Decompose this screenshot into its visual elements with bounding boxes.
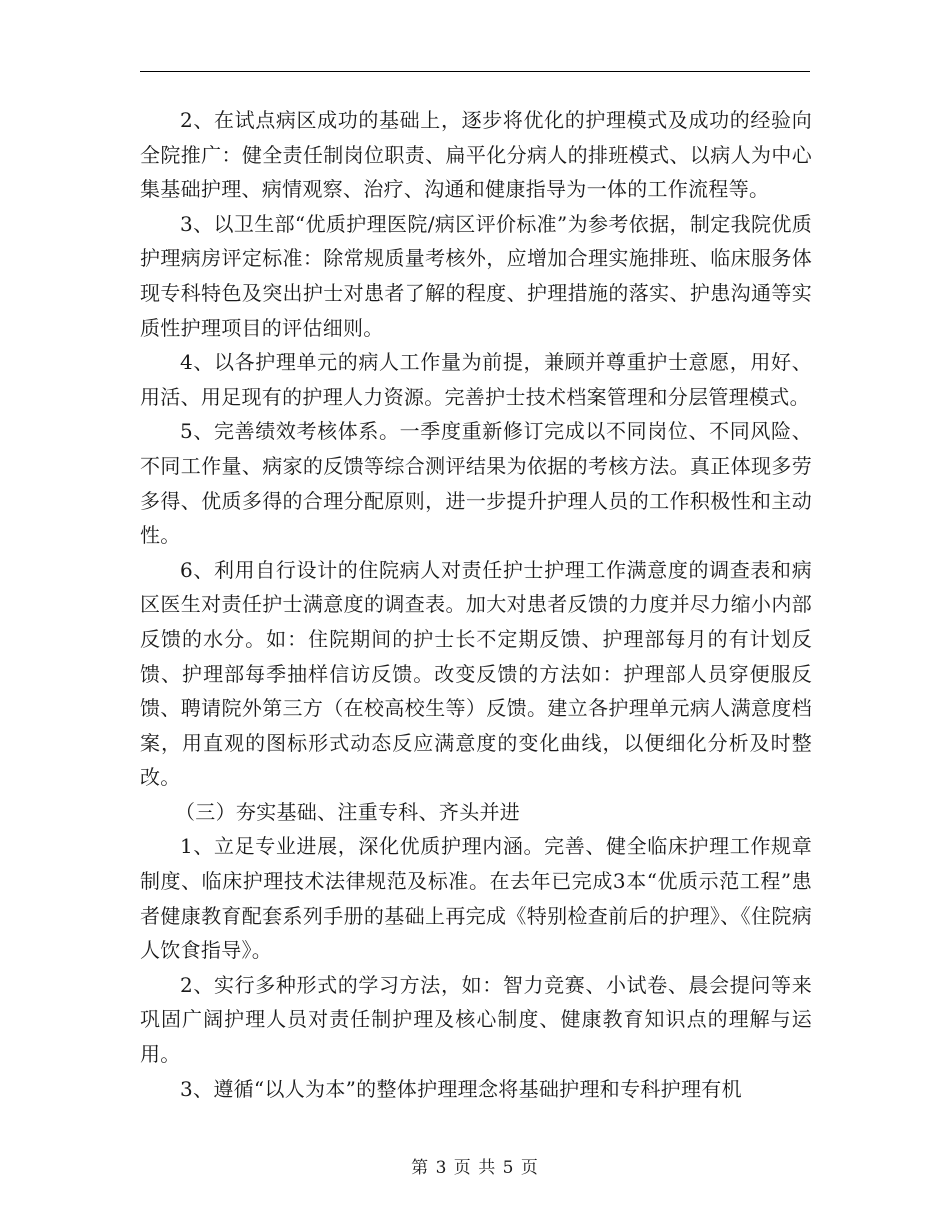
section-heading: （三）夯实基础、注重专科、齐头并进 [175,799,521,824]
paragraph-item-3: 3、以卫生部“优质护理医院/病区评价标准”为参考依据，制定我院优质护理病房评定标准：除常规质量考核外，应增加合理实施排班、临床服务体现专科特色及突出护士对患者了解的程度、护理措施的落实、护患沟通等实质性护理项目的评估细则。 [140,211,812,340]
page-number-footer: 第 3 页 共 5 页 [411,1158,539,1178]
header-rule [140,71,810,72]
paragraph-item-5: 5、完善绩效考核体系。一季度重新修订完成以不同岗位、不同风险、不同工作量、病家的反馈等综合测评结果为依据的考核方法。真正体现多劳多得、优质多得的合理分配原则，进一步提升护理人员的工作积极性和主动性。 [140,419,812,548]
paragraph-item-3b: 3、遵循“以人为本”的整体护理理念将基础护理和专科护理有机 [180,1076,742,1101]
paragraph-item-2b: 2、实行多种形式的学习方法，如：智力竞赛、小试卷、晨会提问等来巩固广阔护理人员对责任制护理及核心制度、健康教育知识点的理解与运用。 [140,972,812,1067]
paragraph-item-1: 1、立足专业进展，深化优质护理内涵。完善、健全临床护理工作规章制度、临床护理技术法律规范及标准。在去年已完成3本“优质示范工程”患者健康教育配套系列手册的基础上再完成《特别检查前后的护理》、《住院病人饮食指导》。 [140,834,812,963]
document-body [140,103,812,1106]
paragraph-item-2: 2、在试点病区成功的基础上，逐步将优化的护理模式及成功的经验向全院推广：健全责任制岗位职责、扁平化分病人的排班模式、以病人为中心集基础护理、病情观察、治疗、沟通和健康指导为一体的工作流程等。 [140,108,812,202]
paragraph-item-4: 4、以各护理单元的病人工作量为前提，兼顾并尊重护士意愿，用好、用活、用足现有的护理人力资源。完善护士技术档案管理和分层管理模式。 [140,350,812,409]
paragraph-item-6: 6、利用自行设计的住院病人对责任护士护理工作满意度的调查表和病区医生对责任护士满意度的调查表。加大对患者反馈的力度并尽力缩小内部反馈的水分。如：住院期间的护士长不定期反馈、护理部每月的有计划反馈、护理部每季抽样信访反馈。改变反馈的方法如：护理部人员穿便服反馈、聘请院外第三方（在校高校生等）反馈。建立各护理单元病人满意度档案，用直观的图标形式动态反应满意度的变化曲线，以便细化分析及时整改。 [140,557,812,790]
